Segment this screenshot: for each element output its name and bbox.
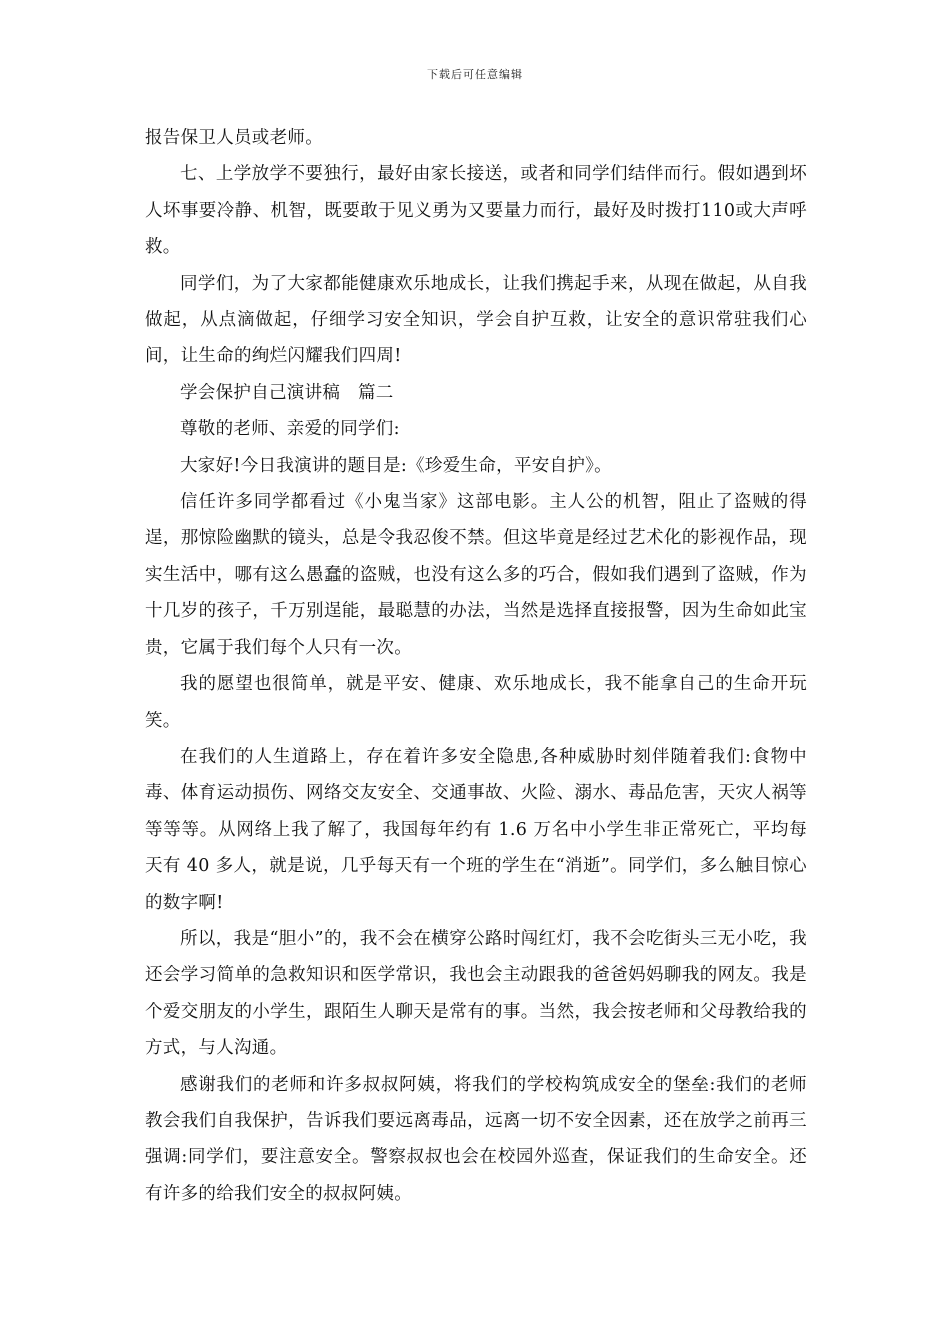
paragraph-timid: 所以，我是“胆小”的，我不会在横穿公路时闯红灯，我不会吃街头三无小吃，我还会学习简单的急救知识和医学常识，我也会主动跟我的爸爸妈妈聊我的网友。我是个爱交朋友的小学生，跟陌生人聊天是常有的事。当然，我会按老师和父母教给我的方式，与人沟通。: [145, 928, 807, 1059]
salutation: 尊敬的老师、亲爱的同学们:: [180, 419, 400, 440]
paragraph-continuation: 报告保卫人员或老师。: [145, 128, 323, 148]
paragraph-home-alone: 信任许多同学都看过《小鬼当家》这部电影。主人公的机智，阻止了盗贼的得逞，那惊险幽默的镜头，总是令我忍俊不禁。但这毕竟是经过艺术化的影视作品，现实生活中，哪有这么愚蠢的盗贼，也没有这么多的巧合，假如我们遇到了盗贼，作为十几岁的孩子，千万别逞能，最聪慧的办法，当然是选择直接报警，因为生命如此宝贵，它属于我们每个人只有一次。: [145, 492, 807, 658]
paragraph-wish: 我的愿望也很简单，就是平安、健康、欢乐地成长，我不能拿自己的生命开玩笑。: [145, 674, 807, 731]
section-heading: 学会保护自己演讲稿 篇二: [180, 382, 394, 403]
document-body: [145, 120, 807, 1212]
paragraph-thanks: 感谢我们的老师和许多叔叔阿姨，将我们的学校构筑成安全的堡垒:我们的老师教会我们自我保护，告诉我们要远离毒品，远离一切不安全因素，还在放学之前再三强调:同学们，要注意安全。警察叔叔也会在校园外巡查，保证我们的生命安全。还有许多的给我们安全的叔叔阿姨。: [145, 1074, 807, 1204]
paragraph-closing-appeal: 同学们，为了大家都能健康欢乐地成长，让我们携起手来，从现在做起，从自我做起，从点滴做起，仔细学习安全知识，学会自护互救，让安全的意识常驻我们心间，让生命的绚烂闪耀我们四周!: [145, 273, 807, 367]
paragraph-hazards: 在我们的人生道路上，存在着许多安全隐患,各种威胁时刻伴随着我们:食物中毒、体育运动损伤、网络交友安全、交通事故、火险、溺水、毒品危害，天灾人祸等等等等。从网络上我了解了，我国每年约有 1.6 万名中小学生非正常死亡，平均每天有 40 多人，就是说，几乎每天有一个班的学生在“消逝”。同学们，多么触目惊心的数字啊!: [145, 746, 807, 913]
speech-title-intro: 大家好!今日我演讲的题目是:《珍爱生命，平安自护》。: [180, 455, 612, 476]
paragraph-item-seven: 七、上学放学不要独行，最好由家长接送，或者和同学们结伴而行。假如遇到坏人坏事要冷静、机智，既要敢于见义勇为又要量力而行，最好及时拨打110或大声呼救。: [145, 164, 807, 258]
page-header: 下载后可任意编辑: [427, 68, 523, 81]
